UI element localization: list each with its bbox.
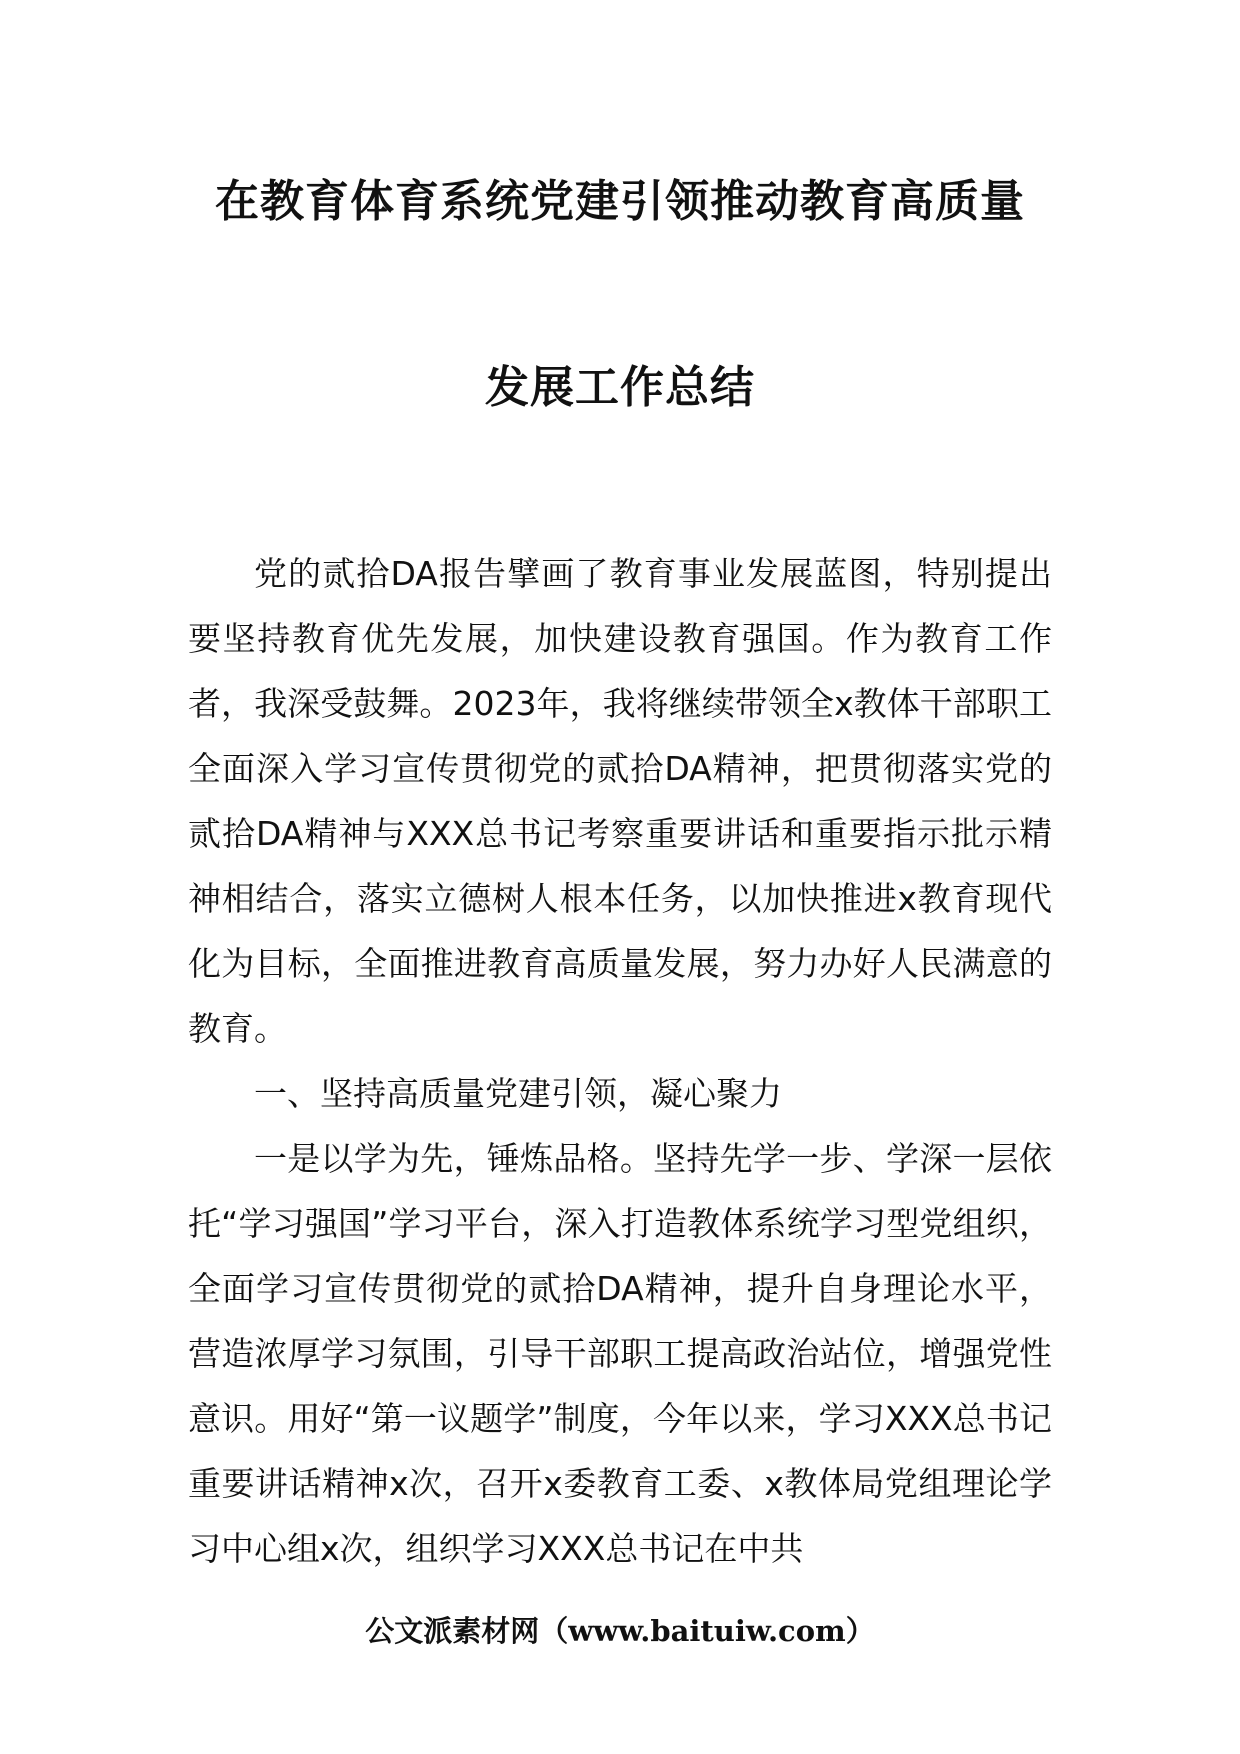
document-body: [188, 541, 1052, 1581]
watermark-footer: 公文派素材网（www.baituiw.com）: [365, 1614, 875, 1648]
paragraph-study: 一是以学为先，锤炼品格。坚持先学一步、学深一层依托“学习强国”学习平台，深入打造教体系统学习型党组织，全面学习宣传贯彻党的贰拾DA精神，提升自身理论水平，营造浓厚学习氛围，引导干部职工提高政治站位，增强党性意识。用好“第一议题学”制度，今年以来，学习XXX总书记重要讲话精神x次，召开x委教育工委、x教体局党组理论学习中心组x次，组织学习XXX总书记在中共: [188, 1139, 1052, 1568]
section-heading: 一、坚持高质量党建引领，凝心聚力: [254, 1074, 782, 1113]
document-title-line2: 发展工作总结: [485, 362, 755, 413]
document-title-line1: 在教育体育系统党建引领推动教育高质量: [215, 176, 1025, 227]
paragraph-intro: 党的贰拾DA报告擘画了教育事业发展蓝图，特别提出要坚持教育优先发展，加快建设教育强国。作为教育工作者，我深受鼓舞。2023年，我将继续带领全x教体干部职工全面深入学习宣传贯彻党的贰拾DA精神，把贯彻落实党的贰拾DA精神与XXX总书记考察重要讲话和重要指示批示精神相结合，落实立德树人根本任务，以加快推进x教育现代化为目标，全面推进教育高质量发展，努力办好人民满意的教育。: [188, 554, 1052, 1048]
